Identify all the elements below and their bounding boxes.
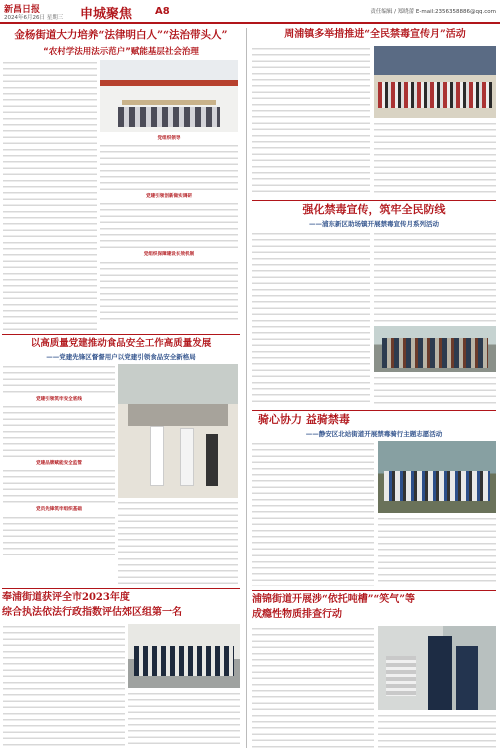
article-6-headline-line2: 综合执法依法行政指数评估郊区组第一名 (2, 607, 182, 618)
column-divider (246, 28, 247, 748)
article-1-section-2: 党建引领创新做实调研 (146, 194, 192, 200)
article-6-text-lines (3, 624, 125, 748)
article-3-body-col3 (374, 375, 496, 406)
article-4-photo-inspection (118, 364, 238, 498)
article-5-subhead: ——静安区北站街道开展禁毒骑行主题志愿活动 (305, 430, 443, 438)
article-7-headline: 浦锦街道开展涉“依托吨槽”“笑气”等 (252, 594, 416, 605)
article-6-headline: 奉浦街道获评全市2023年度 (2, 592, 130, 603)
article-6-text-lines-2 (128, 691, 240, 748)
article-4-section-2: 党建品牌赋能安全监管 (36, 461, 82, 467)
article-2-photo-stage (374, 46, 496, 118)
article-1-section-3: 党组织保障建设长效机制 (143, 252, 195, 258)
article-5-text-lines-2 (378, 516, 496, 586)
article-2-headline: 周浦镇多举措推进“全民禁毒宣传月”活动 (284, 29, 466, 40)
article-1-text-lines-2 (100, 143, 238, 193)
article-4-body-col1 (3, 364, 115, 584)
article-2-body-col2 (374, 121, 496, 196)
article-4-body-col2 (118, 500, 238, 584)
article-5-text-lines (252, 441, 374, 586)
article-1-photo-meeting (100, 60, 238, 132)
issue-date: 2024年6月26日 星期三 (4, 15, 64, 21)
article-4-text-lines (3, 364, 115, 396)
article-3-subhead: ——浦东新区助场镇开展禁毒宣传月系列活动 (309, 220, 439, 228)
article-4-text-lines-5 (118, 500, 238, 584)
article-7-body-col1 (252, 626, 374, 748)
article-5-photo-cyclists (378, 441, 496, 513)
article-4-section-1: 党建引领筑牢安全底线 (36, 397, 82, 402)
article-1-body-col1 (3, 60, 97, 330)
article-5-body-col1 (252, 441, 374, 586)
divider (252, 590, 496, 591)
article-6-body-col1 (3, 624, 125, 748)
article-3-headline: 强化禁毒宣传，筑牢全民防线 (302, 203, 446, 216)
newspaper-logo: 新昌日报 (4, 5, 41, 15)
article-3-text-lines (252, 231, 370, 406)
article-4-text-lines-2 (3, 404, 115, 460)
article-1-section-1: 党组织领导 (157, 136, 181, 141)
article-6-body-col2 (128, 691, 240, 748)
article-6-photo-officers (128, 624, 240, 688)
article-1-subhead: “农村学法用法示范户”赋能基层社会治理 (43, 47, 199, 57)
article-7-text-lines-2 (378, 713, 496, 748)
article-3-text-lines-3 (374, 375, 496, 406)
article-7-text-lines (252, 626, 374, 748)
article-5-headline: 骑心协力 益骑禁毒 (258, 413, 350, 426)
article-7-body-col2 (378, 713, 496, 748)
divider (2, 588, 240, 589)
article-1-body-col2 (100, 135, 238, 330)
article-3-photo-outreach (374, 326, 496, 372)
article-2-text-lines (252, 46, 370, 196)
article-7-headline-line2: 成瘾性物质排查行动 (252, 609, 342, 620)
article-7-photo-inspection (378, 626, 496, 710)
page-number: A8 (155, 6, 170, 17)
article-4-text-lines-3 (3, 468, 115, 506)
article-1-text-lines (3, 60, 97, 330)
article-4-headline: 以高质量党建推动食品安全工作高质量发展 (30, 338, 212, 349)
section-name: 申城聚焦 (80, 7, 133, 22)
article-4-subhead: ——党建先锋区督督用户以党建引领食品安全新格局 (46, 353, 196, 361)
divider (252, 410, 496, 411)
article-2-body-col1 (252, 46, 370, 196)
editor-contact: 责任编辑 / 郑晓蕾 E-mail:2356358886@qq.com (370, 9, 496, 15)
article-4-text-lines-4 (3, 515, 115, 555)
article-3-body-col2 (374, 231, 496, 323)
article-1-headline: 金杨街道大力培养“法律明白人”“法治带头人” (14, 29, 228, 41)
article-1-text-lines-4 (100, 260, 238, 320)
article-5-body-col2 (378, 516, 496, 586)
masthead (0, 0, 500, 24)
divider (252, 200, 496, 201)
article-1-text-lines-3 (100, 201, 238, 251)
article-4-section-3: 党员先锋筑牢组织基础 (36, 507, 82, 513)
divider (2, 334, 240, 335)
article-2-text-lines-2 (374, 121, 496, 196)
article-3-body-col1 (252, 231, 370, 406)
article-3-text-lines-2 (374, 231, 496, 323)
